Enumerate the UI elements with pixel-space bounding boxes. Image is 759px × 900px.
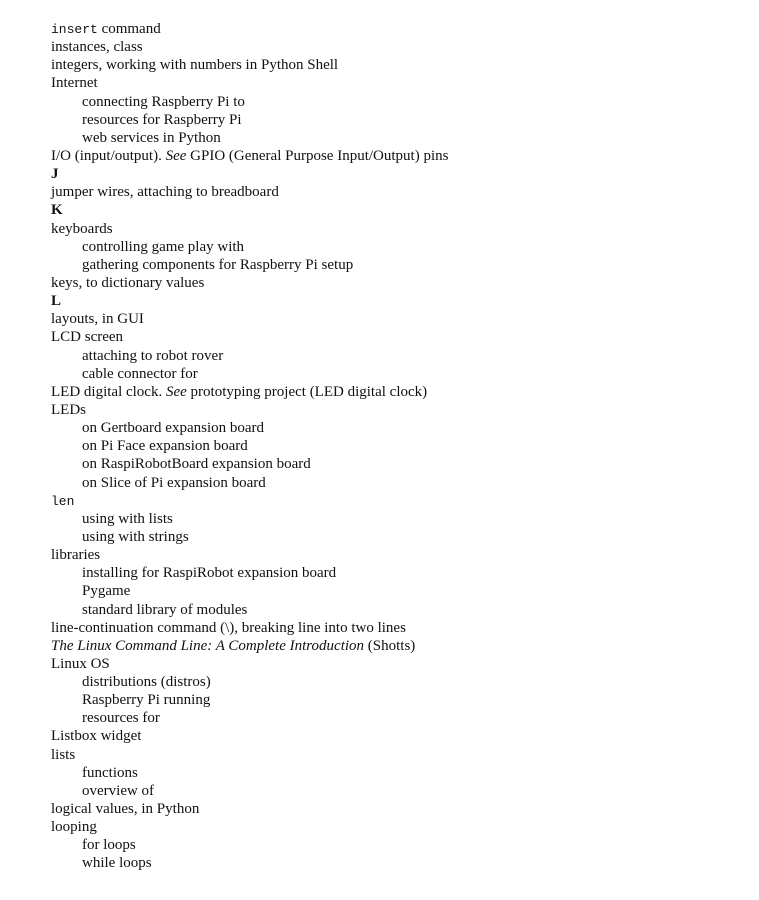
index-subentry — [51, 673, 741, 691]
index-subentry — [51, 528, 741, 546]
index-entry-text: on Pi Face expansion board — [82, 438, 248, 455]
index-entry-text: line-continuation command (\), breaking line into two lines — [51, 619, 406, 636]
index-entry-text: Listbox widget — [51, 728, 142, 745]
index-entry — [51, 74, 741, 92]
index-entry-text: Pygame — [82, 583, 131, 600]
index-entry-text: keyboards — [51, 220, 113, 237]
index-entry-text: looping — [51, 819, 97, 836]
index-entry — [51, 401, 741, 419]
index-code-term: insert — [51, 22, 98, 37]
index-entry — [51, 800, 741, 818]
index-entry — [51, 746, 741, 764]
index-subentry — [51, 510, 741, 528]
index-entry-text: Internet — [51, 75, 98, 92]
index-entry-text: for loops — [82, 837, 136, 854]
index-entry-text: using with lists — [82, 510, 173, 527]
index-entry-text: cable connector for — [82, 365, 198, 382]
index-entry-text: LCD screen — [51, 329, 124, 346]
index-entry — [51, 38, 741, 56]
index-subentry — [51, 782, 741, 800]
index-entry-text: lists — [51, 746, 76, 763]
index-entry-text: overview of — [82, 782, 155, 799]
index-entry-text: on Gertboard expansion board — [82, 420, 265, 437]
index-entry-text: gathering components for Raspberry Pi setup — [82, 256, 354, 273]
index-subentry — [51, 365, 741, 383]
index-entry-text: J — [51, 166, 59, 183]
index-entry-text: installing for RaspiRobot expansion board — [82, 565, 337, 582]
index-entry-text: while loops — [82, 855, 152, 872]
index-entry — [51, 328, 741, 346]
index-entry-text: resources for Raspberry Pi — [82, 111, 242, 128]
index-entry-text: on RaspiRobotBoard expansion board — [82, 456, 311, 473]
index-letter-heading — [51, 292, 741, 310]
index-entry-text: command — [97, 21, 161, 37]
book-index-page — [51, 20, 741, 873]
index-entry-text-continued: GPIO (General Purpose Input/Output) pins — [186, 147, 449, 164]
index-entry — [51, 655, 741, 673]
index-subentry — [51, 455, 741, 473]
index-entry-text-continued: (Shotts) — [364, 637, 416, 654]
index-code-term: len — [51, 493, 75, 509]
index-entry-text: standard library of modules — [82, 601, 248, 618]
index-entry-text: keys, to dictionary values — [51, 274, 205, 291]
index-entry — [51, 274, 741, 292]
index-entry-text: resources for — [82, 710, 160, 727]
index-subentry — [51, 709, 741, 727]
index-subentry — [51, 256, 741, 274]
index-entry-text: layouts, in GUI — [51, 311, 144, 328]
index-entry-text: attaching to robot rover — [82, 347, 224, 364]
index-subentry — [51, 564, 741, 582]
index-entry-text: functions — [82, 764, 138, 781]
index-entry-text: LEDs — [51, 401, 86, 418]
index-entry-text: distributions (distros) — [82, 674, 211, 691]
index-entry-text: Raspberry Pi running — [82, 692, 211, 709]
index-entry — [51, 818, 741, 836]
index-entry — [51, 183, 741, 201]
index-entry — [51, 20, 741, 38]
index-entry-text: libraries — [51, 547, 101, 564]
index-subentry — [51, 238, 741, 256]
index-subentry — [51, 347, 741, 365]
index-entry-text-continued: prototyping project (LED digital clock) — [186, 383, 428, 400]
index-entry-text: jumper wires, attaching to breadboard — [51, 184, 279, 201]
index-see-reference: See — [165, 147, 187, 164]
index-letter-heading — [51, 165, 741, 183]
index-entry-text: instances, class — [51, 39, 143, 56]
index-entry-text: I/O (input/output). — [51, 147, 166, 164]
index-entry-text: logical values, in Python — [51, 801, 200, 818]
index-entry — [51, 546, 741, 564]
index-subentry — [51, 93, 741, 111]
index-entry — [51, 619, 741, 637]
index-entry — [51, 147, 741, 165]
index-entry-text: on Slice of Pi expansion board — [82, 474, 266, 491]
index-see-reference: See — [165, 383, 187, 400]
index-entry — [51, 310, 741, 328]
index-subentry — [51, 437, 741, 455]
index-subentry — [51, 419, 741, 437]
index-subentry — [51, 129, 741, 147]
index-entry-text: Linux OS — [51, 655, 110, 672]
index-subentry — [51, 111, 741, 129]
index-subentry — [51, 601, 741, 619]
index-subentry — [51, 474, 741, 492]
index-entry-text: integers, working with numbers in Python Shell — [51, 57, 339, 74]
index-letter-heading — [51, 201, 741, 219]
index-book-title: The Linux Command Line: A Complete Introduction — [51, 637, 365, 654]
index-entry-text: using with strings — [82, 528, 189, 545]
index-subentry — [51, 836, 741, 854]
index-subentry — [51, 854, 741, 872]
index-entry — [51, 727, 741, 745]
index-entry — [51, 220, 741, 238]
index-subentry — [51, 691, 741, 709]
index-entry — [51, 637, 741, 655]
index-entry — [51, 383, 741, 401]
index-entry-text: K — [51, 202, 63, 219]
index-entry-text: LED digital clock. — [51, 383, 166, 400]
index-entry-text: L — [51, 293, 62, 310]
index-entry-text: controlling game play with — [82, 238, 245, 255]
index-entry-text: web services in Python — [82, 129, 221, 146]
index-entry-text: connecting Raspberry Pi to — [82, 93, 245, 110]
index-entry — [51, 56, 741, 74]
index-entry — [51, 492, 741, 510]
index-subentry — [51, 764, 741, 782]
index-subentry — [51, 582, 741, 600]
